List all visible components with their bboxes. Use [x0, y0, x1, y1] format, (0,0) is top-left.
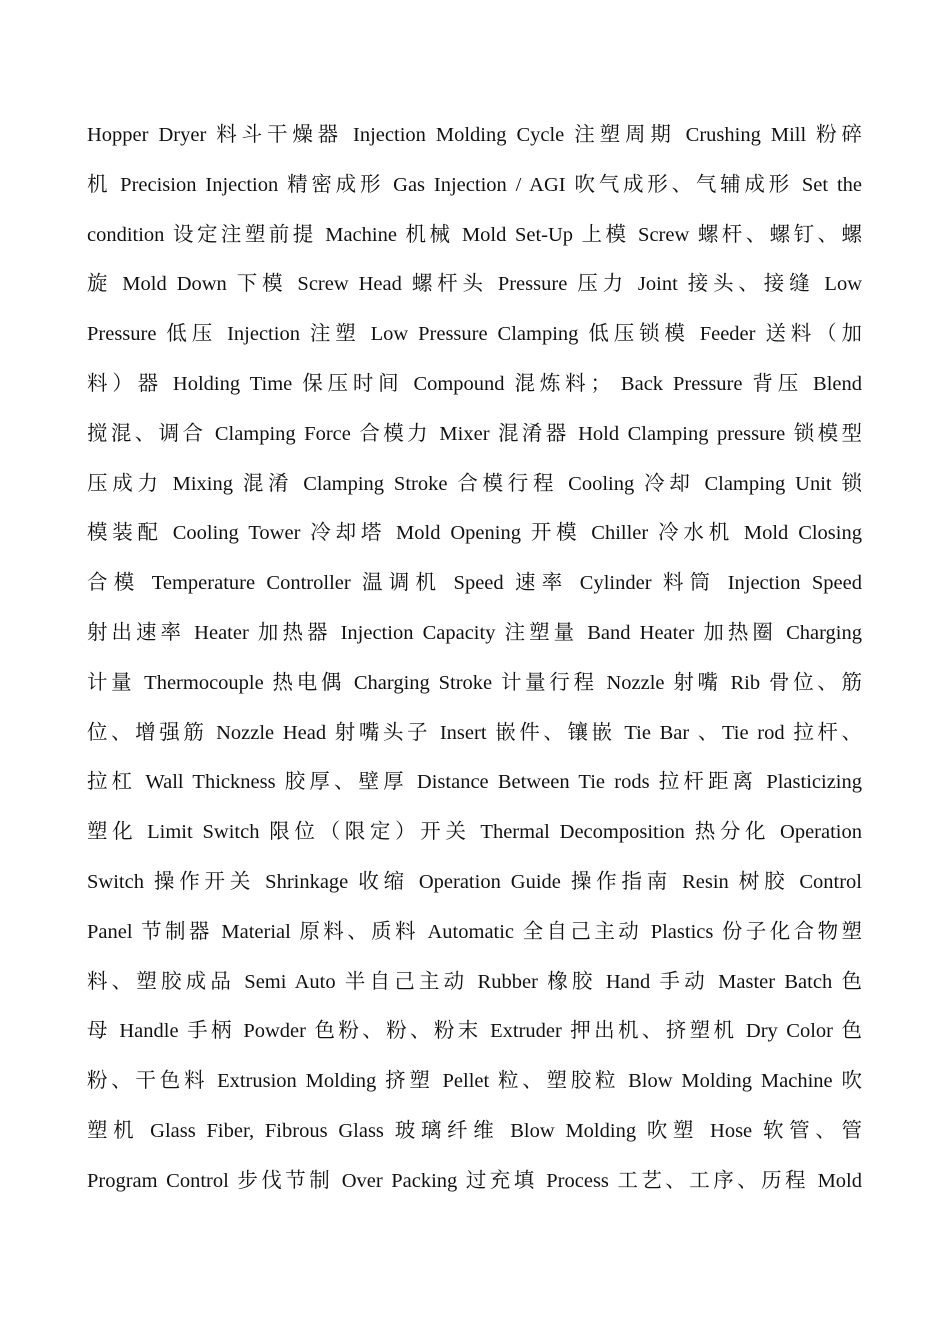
text-line: 合模 Temperature Controller 温调机 Speed 速率 Cylinder 料筒 Injection Speed — [87, 572, 862, 595]
text-line: 计量 Thermocouple 热电偶 Charging Stroke 计量行程 Nozzle 射嘴 Rib 骨位、筋 — [87, 671, 862, 694]
text-line: 拉杠 Wall Thickness 胶厚、壁厚 Distance Between Tie rods 拉杆距离 Plasticizing — [87, 771, 862, 794]
text-line: Hopper Dryer 料斗干燥器 Injection Molding Cycle 注塑周期 Crushing Mill 粉碎 — [87, 124, 862, 146]
text-line: 射出速率 Heater 加热器 Injection Capacity 注塑量 Band Heater 加热圈 Charging — [87, 621, 862, 644]
text-line: 机 Precision Injection 精密成形 Gas Injection / AGI 吹气成形、气辅成形 Set the — [87, 173, 862, 196]
text-line: Pressure 低压 Injection 注塑 Low Pressure Clamping 低压锁模 Feeder 送料（加 — [87, 323, 862, 346]
text-line: 母 Handle 手柄 Powder 色粉、粉、粉末 Extruder 押出机、挤塑机 Dry Color 色 — [87, 1020, 862, 1043]
text-line: 旋 Mold Down 下模 Screw Head 螺杆头 Pressure 压力 Joint 接头、接缝 Low — [87, 273, 862, 296]
text-line: 料）器 Holding Time 保压时间 Compound 混炼料； Back Pressure 背压 Blend — [87, 372, 862, 395]
text-line: 压成力 Mixing 混淆 Clamping Stroke 合模行程 Cooling 冷却 Clamping Unit 锁 — [87, 472, 862, 495]
text-line: 模装配 Cooling Tower 冷却塔 Mold Opening 开模 Chiller 冷水机 Mold Closing — [87, 522, 862, 545]
text-line: 塑机 Glass Fiber, Fibrous Glass 玻璃纤维 Blow Molding 吹塑 Hose 软管、管 — [87, 1119, 862, 1142]
text-line: Panel 节制器 Material 原料、质料 Automatic 全自己主动 Plastics 份子化合物塑 — [87, 920, 862, 943]
text-line: Switch 操作开关 Shrinkage 收缩 Operation Guide 操作指南 Resin 树胶 Control — [87, 870, 862, 893]
text-line: 塑化 Limit Switch 限位（限定）开关 Thermal Decomposition 热分化 Operation — [87, 821, 862, 844]
glossary-paragraph — [87, 111, 862, 1207]
text-line: 搅混、调合 Clamping Force 合模力 Mixer 混淆器 Hold Clamping pressure 锁模型 — [87, 422, 862, 445]
text-line: 粉、干色料 Extrusion Molding 挤塑 Pellet 粒、塑胶粒 Blow Molding Machine 吹 — [87, 1070, 862, 1093]
text-line: condition 设定注塑前提 Machine 机械 Mold Set-Up 上模 Screw 螺杆、螺钉、螺 — [87, 223, 862, 246]
text-line: 位、增强筋 Nozzle Head 射嘴头子 Insert 嵌件、镶嵌 Tie Bar 、Tie rod 拉杆、 — [87, 721, 862, 744]
text-line: Program Control 步伐节制 Over Packing 过充填 Process 工艺、工序、历程 Mold — [87, 1169, 862, 1192]
text-line: 料、塑胶成品 Semi Auto 半自己主动 Rubber 橡胶 Hand 手动 Master Batch 色 — [87, 970, 862, 993]
